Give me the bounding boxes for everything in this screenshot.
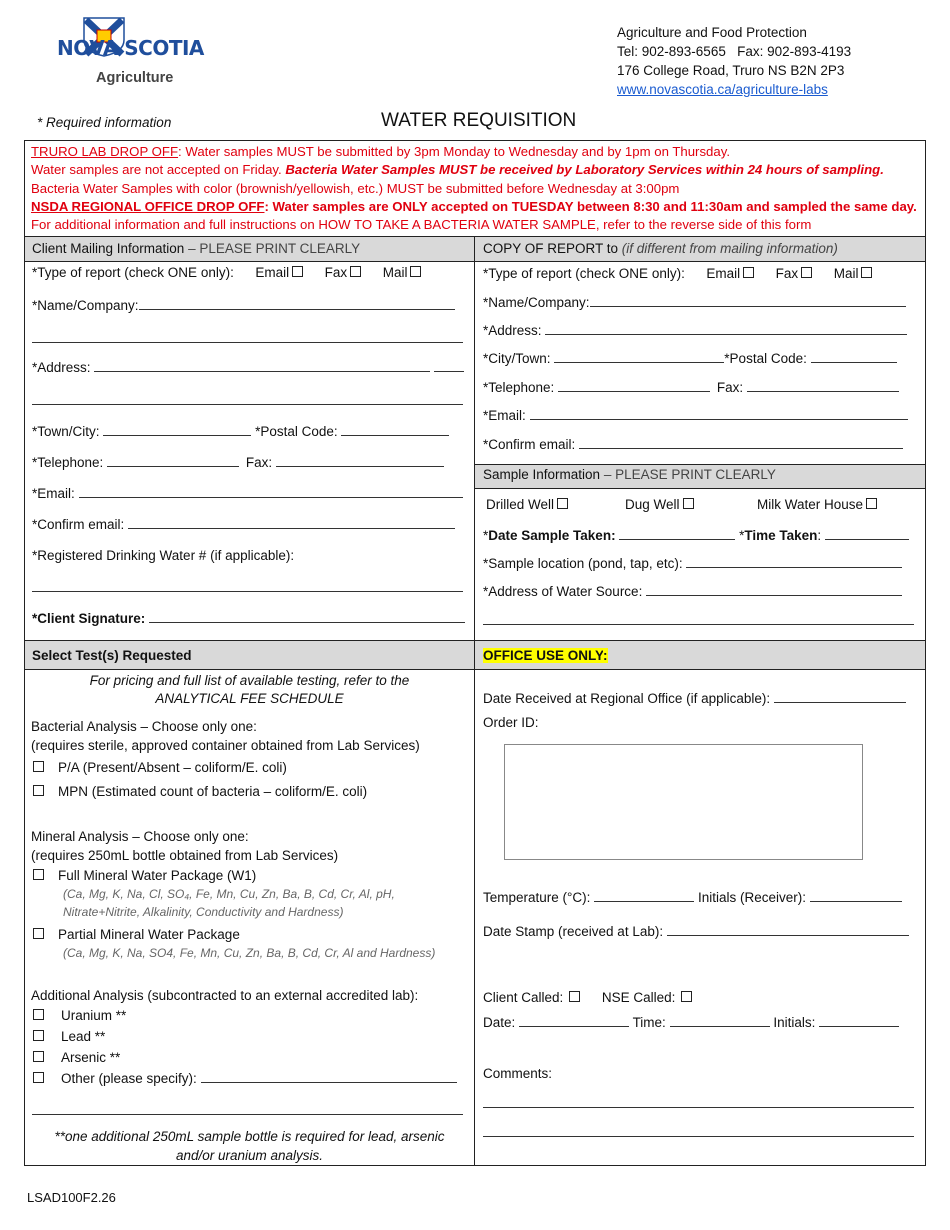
drop-off-notice <box>31 143 921 234</box>
dug-well-checkbox[interactable] <box>683 498 694 509</box>
uranium-checkbox[interactable] <box>33 1009 44 1020</box>
bacterial-requirement: (requires sterile, approved container obtained from Lab Services) <box>31 738 420 753</box>
client-head-label: Client Mailing Information <box>32 241 185 256</box>
time-taken-field[interactable] <box>825 528 909 540</box>
lead-option <box>31 1029 105 1044</box>
bottle-note-2: and/or uranium analysis. <box>175 1148 324 1163</box>
nse-called-label: NSE Called: <box>601 990 676 1005</box>
client-email-label: *Email: <box>32 486 75 501</box>
sample-location-label: *Sample location (pond, tap, etc): <box>483 556 683 571</box>
other-line-2 <box>32 1103 463 1118</box>
mineral-head: Mineral Analysis – Choose only one: <box>31 829 249 844</box>
comments-line-2 <box>483 1125 914 1140</box>
arsenic-checkbox[interactable] <box>33 1051 44 1062</box>
office-time-field[interactable] <box>670 1015 770 1027</box>
office-initials-field[interactable] <box>819 1015 899 1027</box>
client-name-row-2 <box>32 331 463 346</box>
other-field[interactable] <box>201 1071 457 1083</box>
form-title: WATER REQUISITION <box>381 110 577 131</box>
client-phone-label: *Telephone: <box>32 455 104 470</box>
other-field-2[interactable] <box>32 1103 463 1115</box>
logo-wordmark: NOVA SCOTIA <box>57 36 204 60</box>
tests-section-header: Select Test(s) Requested <box>32 648 192 663</box>
copy-head-note: (if different from mailing information) <box>618 241 838 256</box>
divider <box>24 261 926 262</box>
arsenic-label: Arsenic ** <box>61 1050 121 1065</box>
bacteria-24h-text: Bacteria Water Samples MUST be received by Laboratory Services within 24 hours of sampling. <box>285 162 884 178</box>
sample-location-row <box>483 556 902 571</box>
column-divider <box>474 236 475 1166</box>
water-source-label: *Address of Water Source: <box>483 584 643 599</box>
copy-email-option-label: Email <box>706 266 741 281</box>
copy-name-field[interactable] <box>590 295 906 307</box>
sample-location-field[interactable] <box>686 556 902 568</box>
partial-mineral-detail: (Ca, Mg, K, Na, SO4, Fe, Mn, Cu, Zn, Ba, B, Cd, Cr, Al and Hardness) <box>63 946 436 960</box>
nsda-text: : Water samples are ONLY accepted on TUESDAY between 8:30 and 11:30am and sampled the same day. <box>264 198 917 214</box>
date-received-field[interactable] <box>774 691 906 703</box>
full-mineral-detail-2: Nitrate+Nitrite, Alkalinity, Conductivity and Hardness) <box>63 905 344 919</box>
org-address: 176 College Road, Truro NS B2N 2P3 <box>617 63 845 78</box>
client-head-note: – PLEASE PRINT CLEARLY <box>184 241 361 256</box>
full-mineral-checkbox[interactable] <box>33 869 44 880</box>
copy-email-checkbox[interactable] <box>743 267 754 278</box>
logo-subtitle: Agriculture <box>96 70 174 86</box>
client-email-option-label: Email <box>255 265 290 280</box>
drilled-well-label: Drilled Well <box>486 497 555 512</box>
office-head-colon: : <box>603 648 608 663</box>
other-label: Other (please specify): <box>61 1071 197 1086</box>
friday-text: Water samples are not accepted on Friday. <box>31 162 286 178</box>
copy-confirm-label: *Confirm email: <box>483 437 576 452</box>
bottle-note-1: **one additional 250mL sample bottle is required for lead, arsenic <box>54 1129 445 1144</box>
org-name: Agriculture and Food Protection <box>617 25 807 40</box>
additional-info: For additional information and full instructions on HOW TO TAKE A BACTERIA WATER SAMPLE, refer to the reverse side of this form <box>31 217 812 233</box>
uranium-label: Uranium ** <box>61 1008 127 1023</box>
client-fax-checkbox[interactable] <box>350 266 361 277</box>
copy-phone-label: *Telephone: <box>483 380 555 395</box>
full-mineral-detail-1: (Ca, Mg, K, Na, Cl, SO₄, Fe, Mn, Cu, Zn, Ba, B, Cd, Cr, Al, pH, <box>63 887 395 901</box>
client-confirm-field[interactable] <box>128 517 455 529</box>
time-taken-label: Time Taken <box>744 528 818 543</box>
client-confirm-row <box>32 517 455 532</box>
mineral-requirement: (requires 250mL bottle obtained from Lab Services) <box>31 848 339 863</box>
mpn-checkbox[interactable] <box>33 785 44 796</box>
copy-address-row <box>483 323 907 338</box>
phone-fax: Tel: 902-893-6565 Fax: 902-893-4193 <box>617 44 852 59</box>
client-called-label: Client Called: <box>483 990 564 1005</box>
date-stamp-label: Date Stamp (received at Lab): <box>483 924 664 939</box>
website-link[interactable]: www.novascotia.ca/agriculture-labs <box>617 82 828 97</box>
client-registered-line <box>32 580 463 595</box>
client-name-field[interactable] <box>139 298 455 310</box>
client-signature-field[interactable] <box>149 611 465 623</box>
client-postal-label: *Postal Code: <box>255 424 338 439</box>
client-fax-option-label: Fax <box>324 265 348 280</box>
copy-fax-checkbox[interactable] <box>801 267 812 278</box>
pricing-note-1: For pricing and full list of available testing, refer to the <box>89 673 410 688</box>
copy-postal-field[interactable] <box>811 351 897 363</box>
pa-label: P/A (Present/Absent – coliform/E. coli) <box>58 760 287 775</box>
copy-confirm-row <box>483 437 903 452</box>
date-stamp-row <box>483 924 909 939</box>
sample-head-note: – PLEASE PRINT CLEARLY <box>600 467 776 482</box>
client-email-checkbox[interactable] <box>292 266 303 277</box>
divider <box>24 669 926 670</box>
copy-postal-label: *Postal Code: <box>724 351 807 366</box>
date-received-label: Date Received at Regional Office (if applicable): <box>483 691 771 706</box>
sample-head-label: Sample Information <box>483 467 601 482</box>
client-name-row <box>32 298 455 313</box>
bacterial-head: Bacterial Analysis – Choose only one: <box>31 719 257 734</box>
client-phone-field[interactable] <box>107 455 239 467</box>
client-signature-label: *Client Signature: <box>32 611 146 626</box>
copy-type-label: *Type of report (check ONE only): <box>483 266 685 281</box>
truro-text: : Water samples MUST be submitted by 3pm Monday to Wednesday and by 1pm on Thursday. <box>178 144 730 159</box>
date-taken-label: Date Sample Taken: <box>488 528 616 543</box>
order-id-box[interactable] <box>504 744 863 860</box>
client-report-type <box>32 265 421 280</box>
well-type-row <box>486 497 568 512</box>
client-address-label: *Address: <box>32 360 91 375</box>
water-source-field[interactable] <box>646 584 902 596</box>
temperature-field[interactable] <box>594 890 694 902</box>
copy-fax-label: Fax: <box>716 380 744 395</box>
additional-head: Additional Analysis (subcontracted to an external accredited lab): <box>31 988 419 1003</box>
copy-email-field[interactable] <box>530 408 908 420</box>
date-taken-field[interactable] <box>619 528 735 540</box>
office-date-field[interactable] <box>519 1015 629 1027</box>
client-postal-field[interactable] <box>341 424 449 436</box>
mpn-option <box>31 784 367 799</box>
client-phone-row <box>32 455 444 470</box>
milk-house-checkbox[interactable] <box>866 498 877 509</box>
order-id-label: Order ID: <box>483 715 539 730</box>
called-row <box>483 990 692 1005</box>
contact-block <box>617 23 851 99</box>
copy-city-label: *City/Town: <box>483 351 551 366</box>
client-mail-checkbox[interactable] <box>410 266 421 277</box>
comments-line-1 <box>483 1096 914 1111</box>
dug-well-label: Dug Well <box>625 497 680 512</box>
client-town-row <box>32 424 449 439</box>
client-address-field-b[interactable] <box>434 360 464 372</box>
office-section-header <box>483 648 608 663</box>
initials-receiver-label: Initials (Receiver): <box>697 890 806 905</box>
uranium-option <box>31 1008 126 1023</box>
other-checkbox[interactable] <box>33 1072 44 1083</box>
client-name-field-2[interactable] <box>32 331 463 343</box>
comments-field-1[interactable] <box>483 1096 914 1108</box>
copy-fax-field[interactable] <box>747 380 899 392</box>
client-registered-row <box>32 548 294 563</box>
milk-house-row <box>757 497 877 512</box>
sample-section-header <box>483 467 776 482</box>
client-address-row-2 <box>32 393 463 408</box>
office-initials-label: Initials: <box>773 1015 816 1030</box>
client-town-field[interactable] <box>103 424 251 436</box>
client-town-label: *Town/City: <box>32 424 100 439</box>
milk-house-label: Milk Water House <box>757 497 864 512</box>
date-time-initials-row <box>483 1015 899 1030</box>
copy-address-field[interactable] <box>545 323 907 335</box>
date-received-row <box>483 691 906 706</box>
date-time-row: *Date Sample Taken: *Time Taken: <box>483 528 909 543</box>
client-registered-field[interactable] <box>32 580 463 592</box>
copy-section-header <box>483 241 838 256</box>
water-source-field-2[interactable] <box>483 613 914 625</box>
client-type-label: *Type of report (check ONE only): <box>32 265 234 280</box>
arsenic-option <box>31 1050 120 1065</box>
client-fax-label: Fax: <box>245 455 273 470</box>
divider <box>475 464 926 465</box>
copy-name-label: *Name/Company: <box>483 295 590 310</box>
client-section-header <box>32 241 360 256</box>
partial-mineral-option <box>31 927 240 942</box>
office-head-label: OFFICE USE ONLY <box>483 648 604 663</box>
client-email-row <box>32 486 463 501</box>
client-address-field[interactable] <box>94 360 430 372</box>
drilled-well-checkbox[interactable] <box>557 498 568 509</box>
copy-city-row <box>483 351 897 366</box>
other-option <box>31 1071 457 1086</box>
client-called-checkbox[interactable] <box>569 991 580 1002</box>
copy-mail-checkbox[interactable] <box>861 267 872 278</box>
copy-phone-row <box>483 380 899 395</box>
client-email-field[interactable] <box>79 486 463 498</box>
client-name-label: *Name/Company: <box>32 298 139 313</box>
client-signature-row <box>32 611 465 626</box>
copy-confirm-field[interactable] <box>579 437 903 449</box>
color-text: Bacteria Water Samples with color (brownish/yellowish, etc.) MUST be submitted before Wednesday at 3:00pm <box>31 180 680 196</box>
lead-checkbox[interactable] <box>33 1030 44 1041</box>
copy-phone-field[interactable] <box>558 380 710 392</box>
truro-label: TRURO LAB DROP OFF <box>31 144 179 159</box>
client-mail-option-label: Mail <box>382 265 408 280</box>
dug-well-row <box>625 497 694 512</box>
full-mineral-option <box>31 868 256 883</box>
copy-mail-option-label: Mail <box>833 266 859 281</box>
partial-mineral-label: Partial Mineral Water Package <box>58 927 240 942</box>
divider <box>475 488 926 489</box>
client-registered-label: *Registered Drinking Water # (if applicable): <box>32 548 295 563</box>
pa-option <box>31 760 287 775</box>
form-code: LSAD100F2.26 <box>27 1190 116 1205</box>
copy-report-type <box>483 266 872 281</box>
water-source-row <box>483 584 902 599</box>
copy-name-row <box>483 295 906 310</box>
required-note: * Required information <box>37 115 172 130</box>
client-address-field-2[interactable] <box>32 393 463 405</box>
nse-called-checkbox[interactable] <box>681 991 692 1002</box>
mpn-label: MPN (Estimated count of bacteria – coliform/E. coli) <box>58 784 368 799</box>
temperature-row <box>483 890 902 905</box>
divider <box>24 640 926 641</box>
temperature-label: Temperature (°C): <box>483 890 591 905</box>
client-address-row <box>32 360 464 375</box>
water-source-row-2 <box>483 613 914 628</box>
pricing-note-2: ANALYTICAL FEE SCHEDULE <box>155 691 344 706</box>
copy-email-label: *Email: <box>483 408 526 423</box>
copy-address-label: *Address: <box>483 323 542 338</box>
client-confirm-label: *Confirm email: <box>32 517 125 532</box>
copy-head-label: COPY OF REPORT to <box>483 241 619 256</box>
full-mineral-label: Full Mineral Water Package (W1) <box>58 868 257 883</box>
office-time-label: Time: <box>632 1015 666 1030</box>
pa-checkbox[interactable] <box>33 761 44 772</box>
copy-email-row <box>483 408 908 423</box>
client-fax-field[interactable] <box>276 455 444 467</box>
lead-label: Lead ** <box>61 1029 106 1044</box>
partial-mineral-checkbox[interactable] <box>33 928 44 939</box>
office-date-label: Date: <box>483 1015 516 1030</box>
copy-fax-option-label: Fax <box>775 266 799 281</box>
comments-label: Comments: <box>483 1066 553 1081</box>
date-stamp-field[interactable] <box>667 924 909 936</box>
copy-city-field[interactable] <box>554 351 724 363</box>
initials-receiver-field[interactable] <box>810 890 902 902</box>
nsda-label: NSDA REGIONAL OFFICE DROP OFF <box>31 198 265 214</box>
comments-field-2[interactable] <box>483 1125 914 1137</box>
divider <box>24 236 926 237</box>
